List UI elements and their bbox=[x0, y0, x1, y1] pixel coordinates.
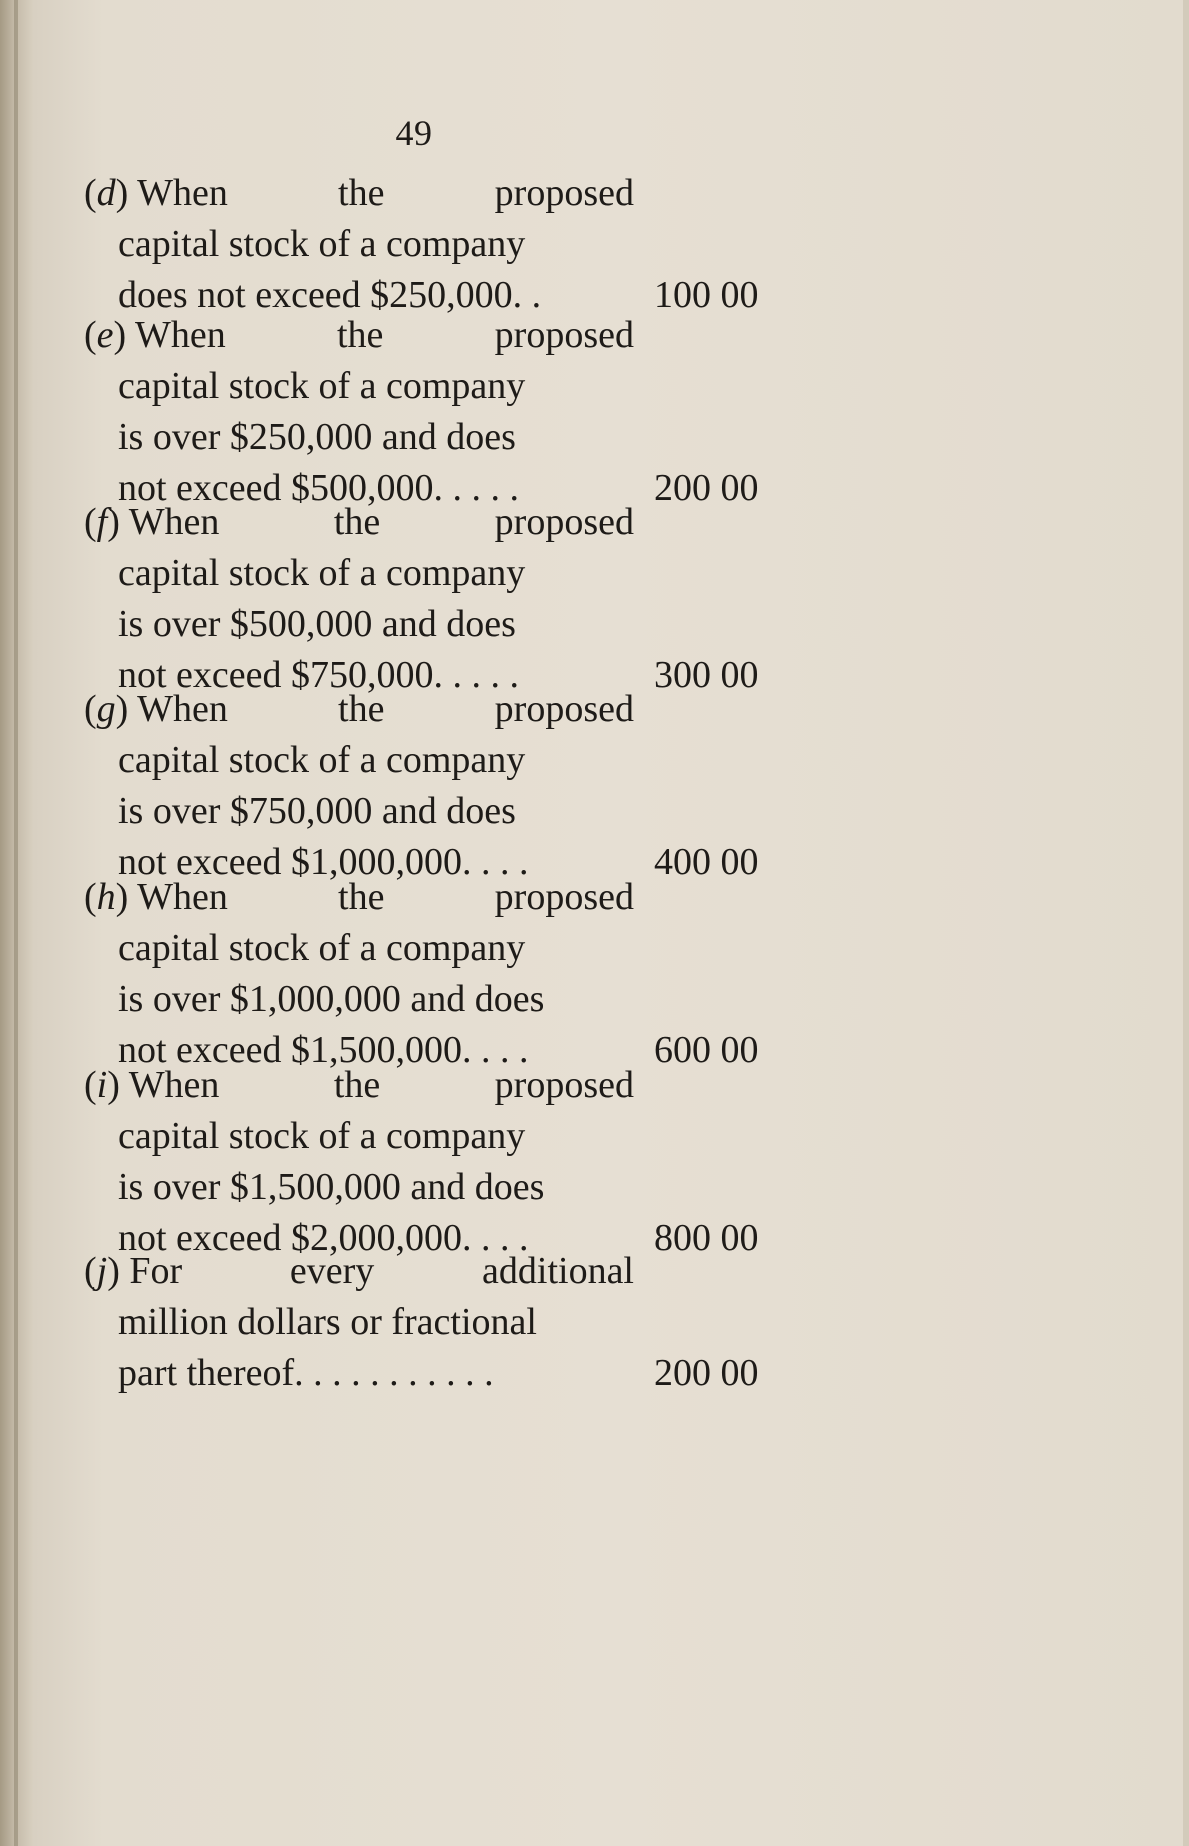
entry-label: d bbox=[96, 172, 116, 214]
entry-last-line: does not exceed $250,000. . 100 00 bbox=[84, 270, 634, 321]
fee-entry-i bbox=[84, 1060, 784, 1264]
entry-line: capital stock of a company bbox=[118, 1115, 526, 1157]
entry-first-line: (f) When the proposed bbox=[84, 501, 634, 543]
entry-first-line: (h) When the proposed bbox=[84, 876, 634, 918]
entry-last-line: not exceed $1,000,000. . . . 400 00 bbox=[84, 837, 634, 888]
entry-first-line: (g) When the proposed bbox=[84, 688, 634, 730]
entry-last-line: not exceed $750,000. . . . . 300 00 bbox=[84, 650, 634, 701]
entry-label: j bbox=[96, 1250, 108, 1292]
entry-last-line: part thereof. . . . . . . . . . . 200 00 bbox=[84, 1348, 634, 1399]
entry-line: capital stock of a company bbox=[118, 927, 526, 969]
entry-line: capital stock of a company bbox=[118, 552, 526, 594]
entry-first-line: (j) For every additional bbox=[84, 1250, 634, 1292]
fee-entry-e bbox=[84, 310, 784, 514]
entry-line: capital stock of a company bbox=[118, 365, 526, 407]
entry-first-line: (i) When the proposed bbox=[84, 1064, 634, 1106]
fee-amount: 400 00 bbox=[654, 841, 759, 883]
entry-line: is over $750,000 and does bbox=[118, 790, 516, 832]
entry-last-line: not exceed $2,000,000. . . . 800 00 bbox=[84, 1213, 634, 1264]
entry-line: is over $500,000 and does bbox=[118, 603, 516, 645]
fee-amount: 300 00 bbox=[654, 654, 759, 696]
page-number: 49 bbox=[395, 113, 433, 153]
entry-label: f bbox=[96, 501, 108, 543]
entry-label: g bbox=[96, 688, 116, 730]
fee-entry-f bbox=[84, 497, 784, 701]
entry-last-line: not exceed $1,500,000. . . . 600 00 bbox=[84, 1025, 634, 1076]
fee-amount: 800 00 bbox=[654, 1217, 759, 1259]
fee-amount: 100 00 bbox=[654, 274, 759, 316]
entry-label: e bbox=[96, 314, 114, 356]
fee-amount: 600 00 bbox=[654, 1029, 759, 1071]
entry-line: capital stock of a company bbox=[118, 739, 526, 781]
page-edge bbox=[1183, 0, 1189, 1846]
entry-line: is over $1,500,000 and does bbox=[118, 1166, 545, 1208]
entry-first-line: (e) When the proposed bbox=[84, 314, 634, 356]
fee-entry-g bbox=[84, 684, 784, 888]
entry-first-line: (d) When the proposed bbox=[84, 172, 634, 214]
fee-amount: 200 00 bbox=[654, 467, 759, 509]
fee-entry-j bbox=[84, 1246, 784, 1399]
fee-entry-h bbox=[84, 872, 784, 1076]
entry-line: capital stock of a company bbox=[118, 223, 526, 265]
entry-label: i bbox=[96, 1064, 108, 1106]
fee-entry-d bbox=[84, 168, 784, 321]
entry-line: million dollars or fractional bbox=[118, 1301, 537, 1343]
entry-line: is over $1,000,000 and does bbox=[118, 978, 545, 1020]
fee-amount: 200 00 bbox=[654, 1352, 759, 1394]
entry-line: is over $250,000 and does bbox=[118, 416, 516, 458]
binding-edge bbox=[14, 0, 18, 1846]
entry-last-line: not exceed $500,000. . . . . 200 00 bbox=[84, 463, 634, 514]
entry-label: h bbox=[96, 876, 116, 918]
